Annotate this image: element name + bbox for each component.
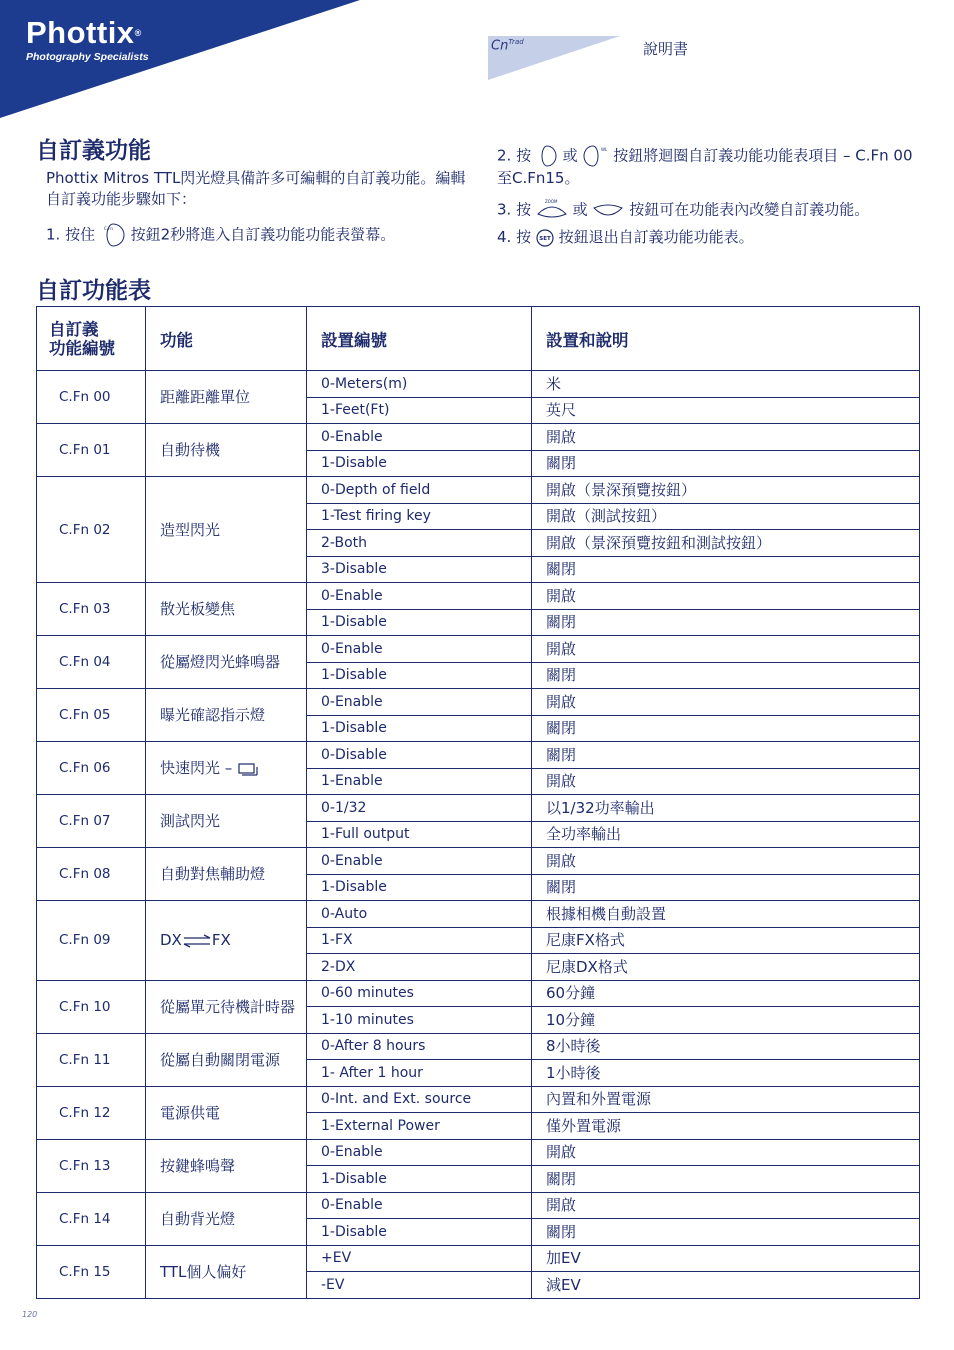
- setting-number: 0-Depth of field: [307, 477, 532, 504]
- table-row: [37, 424, 920, 451]
- table-row: [37, 371, 920, 398]
- fn-code: C.Fn 01: [37, 424, 146, 477]
- step-2: 2. 按 或 WL 按鈕將迴圈自訂義功能功能表項目 – C.Fn 00至C.Fn15。: [497, 144, 922, 189]
- setting-number: 3-Disable: [307, 556, 532, 583]
- setting-number: 1-Disable: [307, 609, 532, 636]
- setting-number: 1-Full output: [307, 821, 532, 848]
- setting-number: 1-External Power: [307, 1113, 532, 1140]
- setting-number: 2-DX: [307, 954, 532, 981]
- svg-text:ZOOM: ZOOM: [544, 199, 558, 204]
- setting-description: 開啟（景深預覽按鈕）: [532, 477, 920, 504]
- table-row: [37, 795, 920, 822]
- setting-description: 8小時後: [532, 1033, 920, 1060]
- setting-description: 開啟: [532, 848, 920, 875]
- setting-number: 0-Int. and Ext. source: [307, 1086, 532, 1113]
- fn-code: C.Fn 02: [37, 477, 146, 583]
- setting-number: 1-Disable: [307, 715, 532, 742]
- fn-function: 測試閃光: [146, 795, 307, 848]
- cfn-button-icon: [100, 222, 126, 248]
- fn-function: 自動背光燈: [146, 1192, 307, 1245]
- setting-number: 0-Meters(m): [307, 371, 532, 398]
- cfn-button-icon: [536, 144, 558, 168]
- setting-description: 內置和外置電源: [532, 1086, 920, 1113]
- setting-number: 2-Both: [307, 530, 532, 557]
- setting-description: 關閉: [532, 450, 920, 477]
- header-code: 自訂義 功能編號: [37, 307, 146, 371]
- manual-label: 說明書: [643, 40, 689, 58]
- dx-fx-switch-icon: [182, 934, 212, 948]
- fn-code: C.Fn 06: [37, 742, 146, 795]
- setting-number: 0-Enable: [307, 583, 532, 610]
- fn-function: 快速閃光 –: [146, 742, 307, 795]
- setting-number: 1-Disable: [307, 450, 532, 477]
- setting-description: 關閉: [532, 742, 920, 769]
- setting-number: 0-60 minutes: [307, 980, 532, 1007]
- setting-description: 10分鐘: [532, 1007, 920, 1034]
- setting-number: 1-10 minutes: [307, 1007, 532, 1034]
- setting-description: 開啟: [532, 424, 920, 451]
- setting-description: 僅外置電源: [532, 1113, 920, 1140]
- table-row: [37, 1245, 920, 1272]
- table-body: [37, 371, 920, 1299]
- fn-function: 從屬燈閃光蜂鳴器: [146, 636, 307, 689]
- quick-flash-icon: [237, 762, 259, 776]
- setting-description: 開啟: [532, 583, 920, 610]
- setting-number: 0-Disable: [307, 742, 532, 769]
- fn-code: C.Fn 11: [37, 1033, 146, 1086]
- fn-code: C.Fn 03: [37, 583, 146, 636]
- brand-logo: [26, 16, 149, 63]
- setting-description: 加EV: [532, 1245, 920, 1272]
- lower-button-icon: [592, 198, 624, 222]
- setting-number: 0-Enable: [307, 1139, 532, 1166]
- fn-function: 按鍵蜂鳴聲: [146, 1139, 307, 1192]
- intro-description: Phottix Mitros TTL閃光燈具備許多可編輯的自訂義功能。編輯自訂義功能步驟如下：: [46, 169, 466, 208]
- fn-function: 電源供電: [146, 1086, 307, 1139]
- zoom-button-icon: [536, 198, 568, 222]
- fn-function: 造型閃光: [146, 477, 307, 583]
- fn-code: C.Fn 07: [37, 795, 146, 848]
- setting-description: 開啟: [532, 1139, 920, 1166]
- step-1: 1. 按住 C.Fn 按鈕2秒將進入自訂義功能功能表螢幕。: [46, 222, 395, 248]
- svg-text:C.Fn: C.Fn: [103, 226, 113, 231]
- fn-function: DX FX: [146, 901, 307, 981]
- table-row: [37, 1086, 920, 1113]
- setting-number: 0-Enable: [307, 689, 532, 716]
- fn-function: 從屬自動關閉電源: [146, 1033, 307, 1086]
- setting-number: 0-Auto: [307, 901, 532, 928]
- fn-code: C.Fn 15: [37, 1245, 146, 1298]
- fn-function: 從屬單元待機計時器: [146, 980, 307, 1033]
- table-row: [37, 1033, 920, 1060]
- setting-number: +EV: [307, 1245, 532, 1272]
- table-row: [37, 636, 920, 663]
- setting-description: 關閉: [532, 556, 920, 583]
- setting-number: 1-Disable: [307, 1166, 532, 1193]
- fn-code: C.Fn 13: [37, 1139, 146, 1192]
- custom-function-table: [36, 306, 920, 1299]
- wl-button-icon: [582, 144, 608, 168]
- language-code: $Cn^{Trad}$: [491, 38, 524, 54]
- brand-tagline: Photography Specialists: [26, 51, 149, 63]
- setting-description: 減EV: [532, 1272, 920, 1299]
- setting-description: 以1/32功率輸出: [532, 795, 920, 822]
- setting-number: 1-Disable: [307, 874, 532, 901]
- table-row: [37, 848, 920, 875]
- fn-code: C.Fn 12: [37, 1086, 146, 1139]
- setting-number: 1- After 1 hour: [307, 1060, 532, 1087]
- fn-code: C.Fn 10: [37, 980, 146, 1033]
- table-row: [37, 742, 920, 769]
- step-3: 3. 按 ZOOM 或 按鈕可在功能表內改變自訂義功能。: [497, 198, 869, 222]
- fn-function: 曝光確認指示燈: [146, 689, 307, 742]
- table-row: [37, 583, 920, 610]
- fn-code: C.Fn 14: [37, 1192, 146, 1245]
- setting-description: 開啟（測試按鈕）: [532, 503, 920, 530]
- setting-description: 關閉: [532, 609, 920, 636]
- custom-functions-title: 自訂義功能: [36, 138, 151, 164]
- fn-function: 散光板變焦: [146, 583, 307, 636]
- function-table-title: 自訂功能表: [36, 278, 151, 304]
- table-header-row: [37, 307, 920, 371]
- setting-number: 1-Disable: [307, 1219, 532, 1246]
- fn-function: 自動待機: [146, 424, 307, 477]
- table-row: [37, 1192, 920, 1219]
- brand-name: Phottix: [26, 15, 135, 50]
- fn-code: C.Fn 04: [37, 636, 146, 689]
- fn-code: C.Fn 08: [37, 848, 146, 901]
- setting-description: 英尺: [532, 397, 920, 424]
- setting-number: 1-Enable: [307, 768, 532, 795]
- fn-code: C.Fn 00: [37, 371, 146, 424]
- page-number: 120: [22, 1310, 38, 1319]
- registered-mark: ®: [134, 28, 142, 38]
- svg-text:SET: SET: [539, 235, 551, 242]
- header-setting: 設置編號: [307, 307, 532, 371]
- setting-description: 開啟: [532, 636, 920, 663]
- setting-description: 關閉: [532, 1219, 920, 1246]
- setting-description: 關閉: [532, 874, 920, 901]
- svg-text:WL: WL: [601, 147, 608, 152]
- setting-number: 0-Enable: [307, 424, 532, 451]
- setting-description: 尼康FX格式: [532, 927, 920, 954]
- fn-function: TTL個人偏好: [146, 1245, 307, 1298]
- set-button-icon: [536, 229, 554, 247]
- setting-description: 開啟: [532, 768, 920, 795]
- setting-number: 0-Enable: [307, 848, 532, 875]
- setting-description: 關閉: [532, 715, 920, 742]
- setting-number: 0-Enable: [307, 636, 532, 663]
- setting-number: -EV: [307, 1272, 532, 1299]
- setting-description: 1小時後: [532, 1060, 920, 1087]
- table-row: [37, 980, 920, 1007]
- fn-code: C.Fn 09: [37, 901, 146, 981]
- fn-code: C.Fn 05: [37, 689, 146, 742]
- table-row: [37, 689, 920, 716]
- header-function: 功能: [146, 307, 307, 371]
- fn-function: 自動對焦輔助燈: [146, 848, 307, 901]
- header-description: 設置和說明: [532, 307, 920, 371]
- setting-description: 開啟: [532, 1192, 920, 1219]
- setting-number: 1-Disable: [307, 662, 532, 689]
- table-row: [37, 901, 920, 928]
- setting-number: 1-Test firing key: [307, 503, 532, 530]
- setting-description: 米: [532, 371, 920, 398]
- setting-number: 0-1/32: [307, 795, 532, 822]
- setting-description: 全功率輸出: [532, 821, 920, 848]
- fn-function: 距離距離單位: [146, 371, 307, 424]
- setting-number: 1-FX: [307, 927, 532, 954]
- setting-number: 1-Feet(Ft): [307, 397, 532, 424]
- table-row: [37, 477, 920, 504]
- setting-number: 0-Enable: [307, 1192, 532, 1219]
- setting-description: 關閉: [532, 662, 920, 689]
- setting-description: 開啟: [532, 689, 920, 716]
- setting-description: 開啟（景深預覽按鈕和測試按鈕）: [532, 530, 920, 557]
- setting-number: 0-After 8 hours: [307, 1033, 532, 1060]
- setting-description: 尼康DX格式: [532, 954, 920, 981]
- table-row: [37, 1139, 920, 1166]
- setting-description: 關閉: [532, 1166, 920, 1193]
- step-4: 4. 按 SET 按鈕退出自訂義功能功能表。: [497, 228, 754, 246]
- setting-description: 根據相機自動設置: [532, 901, 920, 928]
- setting-description: 60分鐘: [532, 980, 920, 1007]
